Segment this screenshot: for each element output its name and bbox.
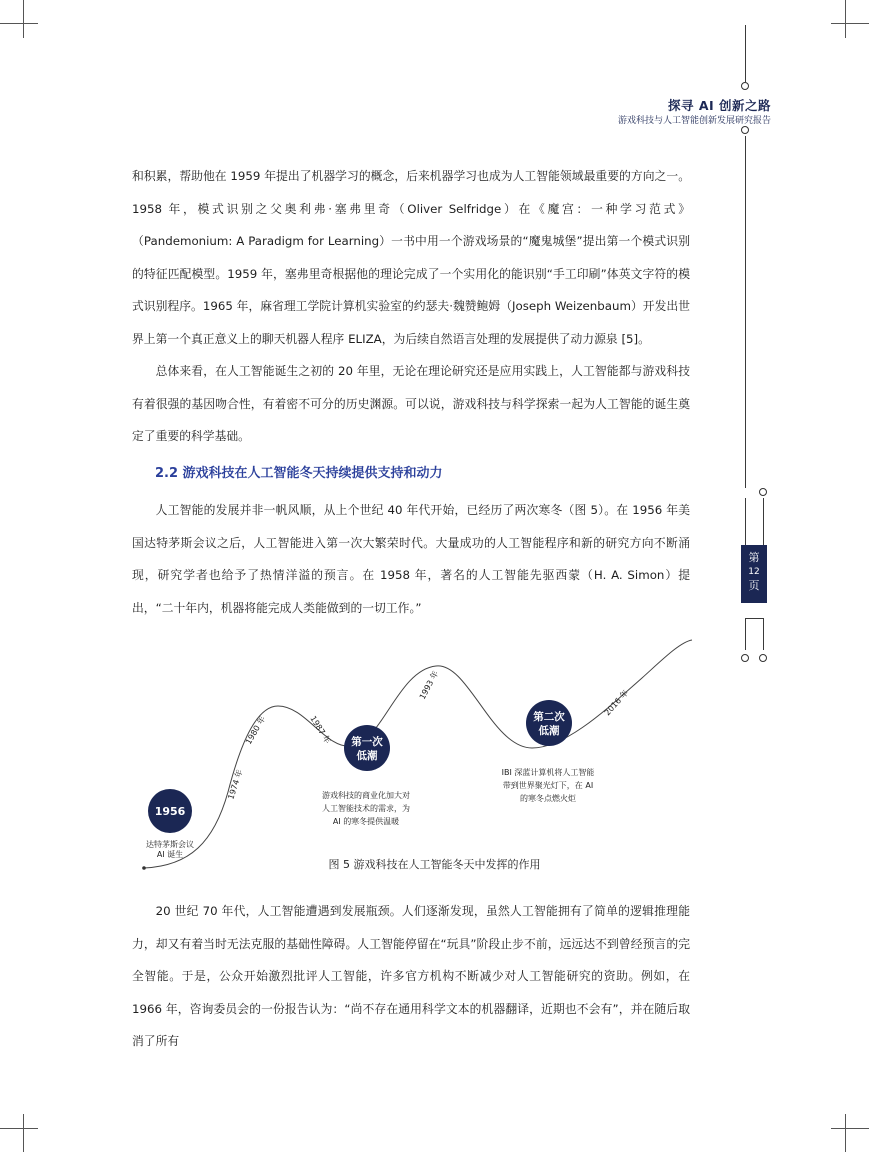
body-text-bottom [132,895,690,1058]
note-1956: 达特茅斯会议 [146,840,194,849]
rail-ring [759,654,767,662]
page-tab-top: 第 [748,551,760,564]
badge-first-low-label: 低潮 [356,750,378,762]
note-second-low: 的寒冬点燃火炬 [520,794,576,803]
year-label-1980: 1980 年 [243,714,268,746]
note-first-low: 游戏科技的商业化加大对 [322,791,410,800]
paragraph: 总体来看，在人工智能诞生之初的 20 年里，无论在理论研究还是应用实践上，人工智能都与游戏科技有着很强的基因吻合性，有着密不可分的历史渊源。可以说，游戏科技与科学探索一起为人工智能的诞生奠定了重要的科学基础。 [132,364,690,443]
crop-mark [845,1114,846,1152]
report-title: 探寻 AI 创新之路 [667,98,771,113]
crop-mark [831,23,869,24]
page-number: 12 [748,567,760,577]
body-text-mid [132,494,690,624]
crop-mark [23,0,24,38]
rail-line [745,25,746,82]
rail-ring [741,654,749,662]
development-curve [144,640,692,868]
year-label-1993: 1993 年 [417,669,441,701]
rail-line [763,618,764,650]
note-first-low: AI 的寒冬提供温暖 [332,817,400,826]
badge-1956-label: 1956 [154,805,186,818]
paragraph: 人工智能的发展并非一帆风顺，从上个世纪 40 年代开始，已经历了两次寒冬（图 5）。在 1956 年美国达特茅斯会议之后，人工智能进入第一次大繁荣时代。大量成功的人工智能程序和新的研究方向不断涌现，研究学者也给予了热情洋溢的预言。在 1958 年，著名的人工智能先驱西蒙（H. A. Simon）提出，“二十年内，机器将能完成人类能做到的一切工作。” [132,503,690,615]
figure-caption: 图 5 游戏科技在人工智能冬天中发挥的作用 [328,858,541,871]
paragraph: 20 世纪 70 年代，人工智能遭遇到发展瓶颈。人们逐渐发现，虽然人工智能拥有了简单的逻辑推理能力，却又有着当时无法克服的基础性障碍。人工智能停留在“玩具”阶段止步不前，远远达不到曾经预言的完全智能。于是，公众开始激烈批评人工智能，许多官方机构不断减少对人工智能研究的资助。例如，在 1966 年，咨询委员会的一份报告认为：“尚不存在通用科学文本的机器翻译，近期也不会有”，并在随后取消了所有 [132,904,690,1048]
rail-ring [759,488,767,496]
note-second-low: 带到世界聚光灯下，在 AI [502,781,594,790]
year-label-1987: 1987 年 [308,714,333,746]
crop-mark [845,0,846,38]
badge-first-low [344,725,390,771]
rail-line [745,498,746,545]
crop-mark [0,1128,38,1129]
rail-ring [741,126,749,134]
paragraph: 和积累，帮助他在 1959 年提出了机器学习的概念，后来机器学习也成为人工智能领域最重要的方向之一。1958 年，模式识别之父奥利弗·塞弗里奇（Oliver Selfridge）在《魔宫：一种学习范式》（Pandemonium: A Paradigm for Learning）一书中用一个游戏场景的“魔鬼城堡”提出第一个模式识别的特征匹配模型。1959 年，塞弗里奇根据他的理论完成了一个实用化的能识别“手工印刷”体英文字符的模式识别程序。1965 年，麻省理工学院计算机实验室的约瑟夫·魏赞鲍姆（Joseph Weizenbaum）开发出世界上第一个真正意义上的聊天机器人程序 ELIZA，为后续自然语言处理的发展提供了动力源泉 [5]。 [132,169,690,346]
note-1956: AI 诞生 [156,850,184,859]
crop-mark [0,23,38,24]
rail-line [745,618,764,619]
rail-line [745,618,746,650]
badge-second-low [526,700,572,746]
note-second-low: IBI 深蓝计算机将人工智能 [501,768,595,777]
page-tab-bottom: 页 [748,579,760,592]
year-label-1974: 1974 年 [226,768,245,801]
note-first-low: 人工智能技术的需求，为 [322,804,410,813]
badge-second-low-label: 第二次 [533,711,565,723]
report-subtitle: 游戏科技与人工智能创新发展研究报告 [617,116,771,126]
page-number-tab [741,545,767,603]
crop-mark [23,1114,24,1152]
badge-first-low-label: 第一次 [351,736,383,748]
ai-winter-curve-figure [130,630,700,880]
section-heading: 2.2 游戏科技在人工智能冬天持续提供支持和动力 [155,466,443,481]
body-text-top [132,160,690,453]
figure-5 [130,630,700,880]
year-label-2016: 2016 年 [602,688,631,718]
rail-ring [741,82,749,90]
crop-mark [831,1128,869,1129]
rail-line [763,498,764,545]
badge-second-low-label: 低潮 [538,725,560,737]
rail-line [745,136,746,488]
